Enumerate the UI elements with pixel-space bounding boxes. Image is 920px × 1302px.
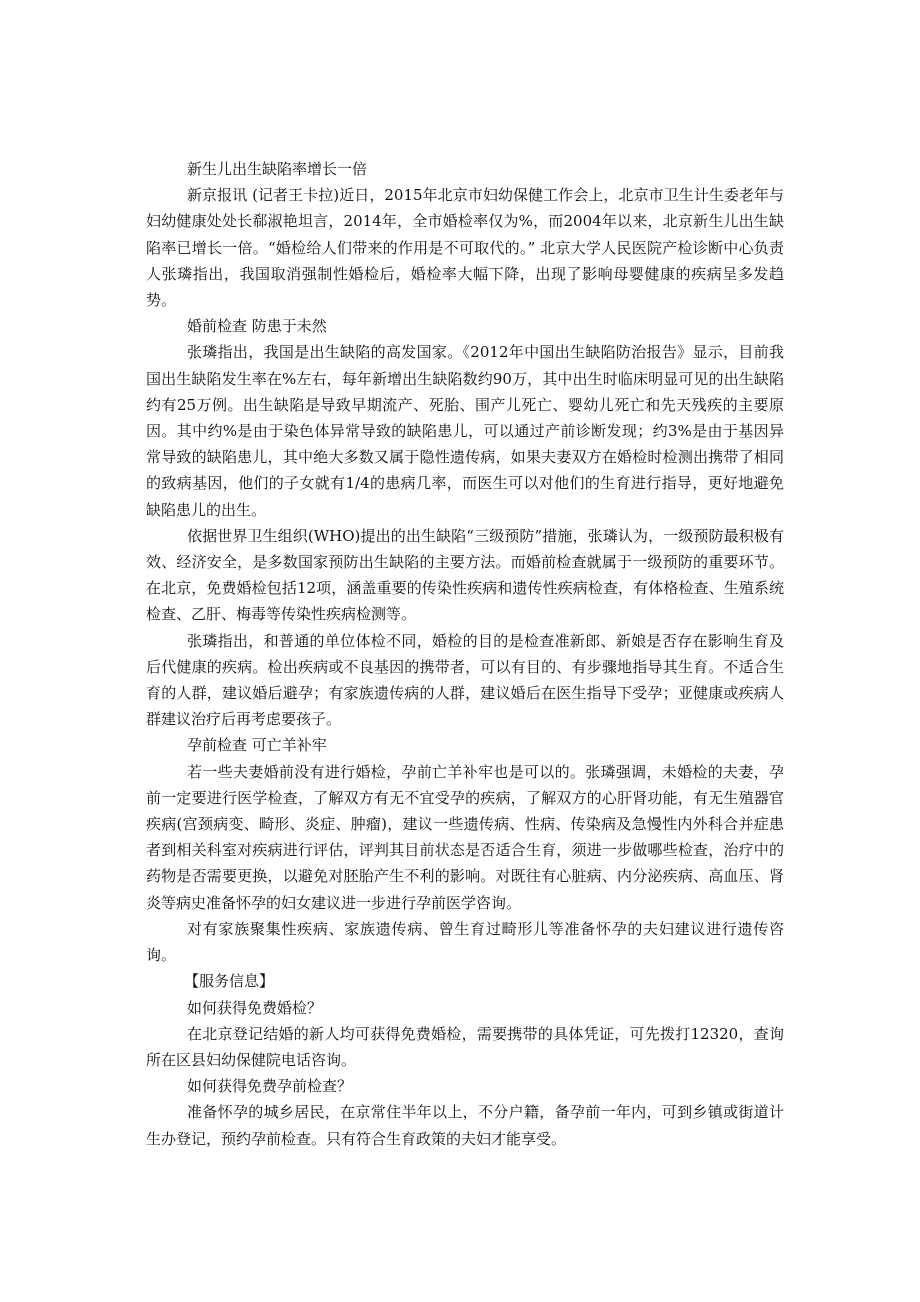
- service-info-heading: 【服务信息】: [184, 972, 275, 991]
- paragraph-who-prevention: 依据世界卫生组织(WHO)提出的出生缺陷“三级预防”措施，张璘认为，一级预防最积极有效、经济安全，是多数国家预防出生缺陷的主要方法。而婚前检查就属于一级预防的重要环节。在北京，免费婚检包括12项，涵盖重要的传染性疾病和遗传性疾病检查，有体格检查、生殖系统检查、乙肝、梅毒等传染性疾病检测等。: [146, 526, 784, 624]
- article-title: 新生儿出生缺陷率增长一倍: [187, 160, 368, 178]
- faq-question-marriage-exam: 如何获得免费婚检？: [187, 998, 323, 1017]
- article-body: [146, 156, 784, 1152]
- paragraph-premarital-purpose: 张璘指出，和普通的单位体检不同，婚检的目的是检查准新郎、新娘是否存在影响生育及后代健康的疾病。检出疾病或不良基因的携带者，可以有目的、有步骤地指导其生育。不适合生育的人群，建议婚后避孕；有家族遗传病的人群，建议婚后在医生指导下受孕；亚健康或疾病人群建议治疗后再考虑要孩子。: [146, 631, 784, 729]
- faq-answer-pregnancy-exam: 准备怀孕的城乡居民，在京常住半年以上，不分户籍，备孕前一年内，可到乡镇或街道计生办登记，预约孕前检查。只有符合生育政策的夫妇才能享受。: [146, 1103, 784, 1148]
- paragraph-birth-defects: 张璘指出，我国是出生缺陷的高发国家。《2012年中国出生缺陷防治报告》显示，目前我国出生缺陷发生率在%左右，每年新增出生缺陷数约90万，其中出生时临床明显可见的出生缺陷约有25万例。出生缺陷是导致早期流产、死胎、围产儿死亡、婴幼儿死亡和先天残疾的主要原因。其中约%是由于染色体异常导致的缺陷患儿，可以通过产前诊断发现；约3%是由于基因异常导致的缺陷患儿，其中绝大多数又属于隐性遗传病，如果夫妻双方在婚检时检测出携带了相同的致病基因，他们的子女就有1/4的患病几率，而医生可以对他们的生育进行指导，更好地避免缺陷患儿的出生。: [146, 343, 784, 519]
- section-heading-premarital: 婚前检查 防患于未然: [187, 317, 327, 336]
- section-heading-prepregnancy: 孕前检查 可亡羊补牢: [187, 736, 327, 755]
- paragraph-lead: 新京报讯 (记者王卡拉)近日，2015年北京市妇幼保健工作会上，北京市卫生计生委老年与妇幼健康处处长郗淑艳坦言，2014年，全市婚检率仅为%，而2004年以来，北京新生儿出生缺陷率已增长一倍。“婚检给人们带来的作用是不可取代的。” 北京大学人民医院产检诊断中心负责人张璘指出，我国取消强制性婚检后，婚检率大幅下降，出现了影响母婴健康的疾病呈多发趋势。: [146, 186, 784, 310]
- faq-answer-marriage-exam: 在北京登记结婚的新人均可获得免费婚检，需要携带的具体凭证，可先拨打12320，查询所在区县妇幼保健院电话咨询。: [146, 1024, 784, 1069]
- faq-question-pregnancy-exam: 如何获得免费孕前检查？: [187, 1077, 353, 1096]
- paragraph-genetic-counseling: 对有家族聚集性疾病、家族遗传病、曾生育过畸形儿等准备怀孕的夫妇建议进行遗传咨询。: [146, 919, 784, 965]
- paragraph-prepregnancy-exam: 若一些夫妻婚前没有进行婚检，孕前亡羊补牢也是可以的。张璘强调，未婚检的夫妻，孕前一定要进行医学检查，了解双方有无不宜受孕的疾病，了解双方的心肝肾功能，有无生殖器官疾病(宫颈病变、畸形、炎症、肿瘤)，建议一些遗传病、性病、传染病及急慢性内外科合并症患者到相关科室对疾病进行评估，评判其目前状态是否适合生育，须进一步做哪些检查，治疗中的药物是否需要更换，以避免对胚胎产生不利的影响。对既往有心脏病、内分泌疾病、高血压、肾炎等病史准备怀孕的妇女建议进一步进行孕前医学咨询。: [146, 762, 784, 912]
